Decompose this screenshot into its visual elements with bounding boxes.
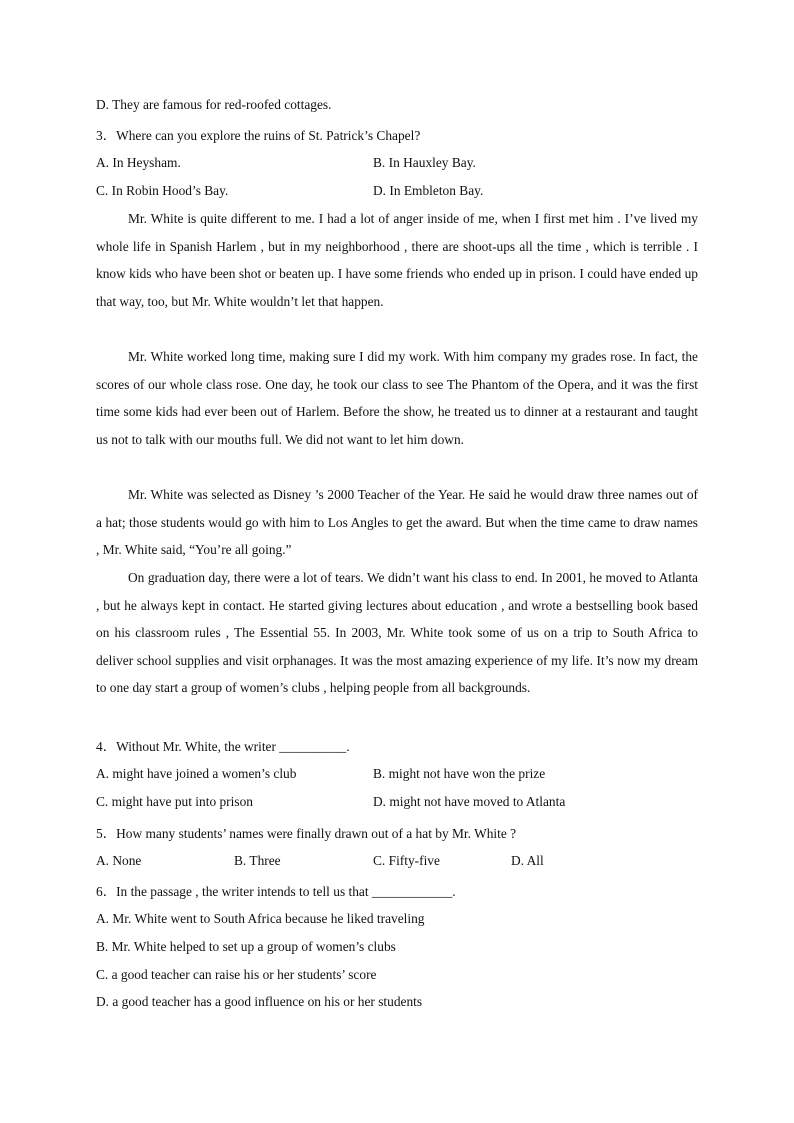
q4-stem: 4．Without Mr. White, the writer __________.: [96, 739, 350, 754]
q2-option-d: D. They are famous for red-roofed cottages.: [96, 97, 332, 112]
q4-option-b: B. might not have won the prize: [373, 766, 546, 781]
q3-option-a: A. In Heysham.: [96, 155, 181, 170]
passage-paragraph-3: Mr. White was selected as Disney ’s 2000 Teacher of the Year. He said he would draw three names out of a hat; those students would go with him to Los Angles to get the award. But when the time came to draw names , Mr. White said, “You’re all going.”: [96, 487, 698, 558]
q6-option-c: C. a good teacher can raise his or her students’ score: [96, 967, 377, 982]
passage-paragraph-2: Mr. White worked long time, making sure I did my work. With him company my grades rose. In fact, the scores of our whole class rose. One day, he took our class to see The Phantom of the Opera, and it was the first time some kids had ever been out of Harlem. Before the show, he treated us to dinner at a restaurant and taught us not to talk with our mouths full. We did not want to let him down.: [96, 349, 698, 447]
q5-option-a: A. None: [96, 853, 142, 868]
q5-option-c: C. Fifty-five: [373, 853, 440, 868]
q3-option-b: B. In Hauxley Bay.: [373, 155, 476, 170]
passage-paragraph-4: On graduation day, there were a lot of tears. We didn’t want his class to end. In 2001, he moved to Atlanta , but he always kept in contact. He started giving lectures about education , and wrote a bestselling book based on his classroom rules , The Essential 55. In 2003, Mr. White took some of us on a trip to South Africa to deliver school supplies and visit orphanages. It was the most amazing experience of my life. It’s now my dream to one day start a group of women’s clubs , helping people from all backgrounds.: [96, 570, 698, 696]
q3-option-c: C. In Robin Hood’s Bay.: [96, 183, 229, 198]
q4-option-c: C. might have put into prison: [96, 794, 253, 809]
passage-paragraph-1: Mr. White is quite different to me. I had a lot of anger inside of me, when I first met him . I’ve lived my whole life in Spanish Harlem , but in my neighborhood , there are shoot-ups all the time , which is terrible . I know kids who have been shot or beaten up. I have some friends who ended up in prison. I could have ended up that way, too, but Mr. White wouldn’t let that happen.: [96, 211, 698, 309]
q3-option-d: D. In Embleton Bay.: [373, 183, 484, 198]
q3-stem: 3．Where can you explore the ruins of St. Patrick’s Chapel?: [96, 128, 421, 143]
q6-option-b: B. Mr. White helped to set up a group of women’s clubs: [96, 939, 396, 954]
q5-option-b: B. Three: [234, 853, 281, 868]
q4-option-a: A. might have joined a women’s club: [96, 766, 297, 781]
q5-option-d: D. All: [511, 853, 544, 868]
q6-option-d: D. a good teacher has a good influence on his or her students: [96, 994, 423, 1009]
q6-stem: 6．In the passage , the writer intends to tell us that ____________.: [96, 884, 456, 899]
q5-stem: 5．How many students’ names were finally drawn out of a hat by Mr. White ?: [96, 826, 517, 841]
q4-option-d: D. might not have moved to Atlanta: [373, 794, 566, 809]
q6-option-a: A. Mr. White went to South Africa because he liked traveling: [96, 911, 425, 926]
